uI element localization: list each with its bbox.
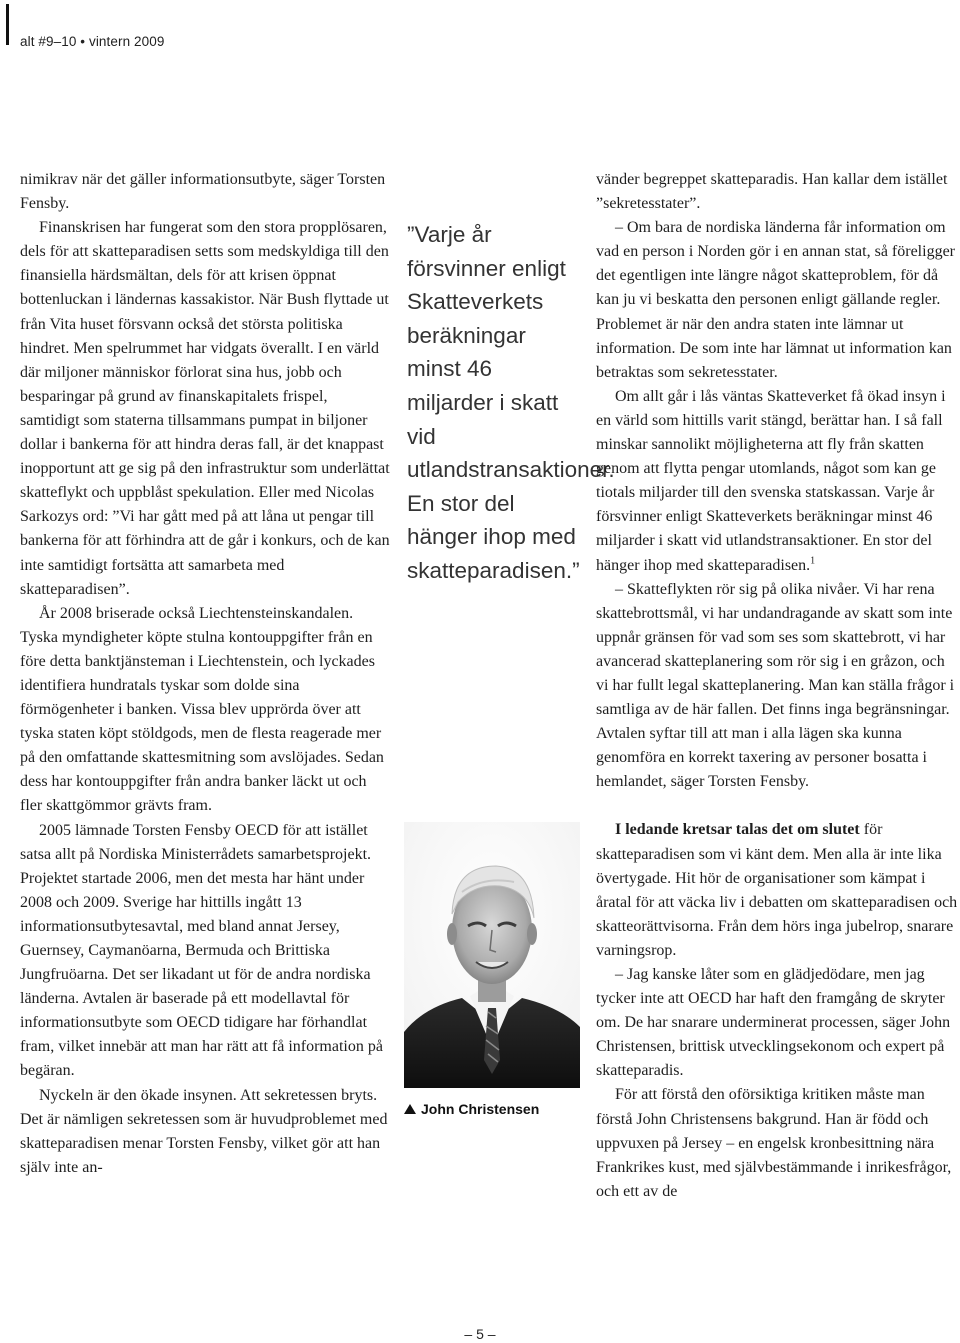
pull-quote: ”Varje år försvinner enligt Skatteverkets beräkningar minst 46 miljarder i skatt vid utlandstransaktioner. En stor del hänger ihop med skatteparadisen.” [407,222,615,583]
paragraph: – Om bara de nordiska länderna får information om vad en person i Norden gör i en annan stat, så föreligger det egentligen inte längre något skatteproblem, för då kan ju vi beskatta den personen enligt gällande regler. Problemet är när den andra staten inte lämnar ut information. De som inte har lämnat ut information kan betraktas som sekretesstater. [596,219,955,381]
page-number: – 5 – [464,1326,496,1342]
paragraph [596,385,960,578]
paragraph: – Skatteflykten rör sig på olika nivåer. Vi har rena skattebrottsmål, vi har undandragande av skatt som inte uppnår gränsen för vad som ses som skattebrott, vi har avancerad skatteplanering som rör sig i en gråzon, och vi har fullt legal skatteplanering. Man kan ställa frågor i samtliga av de här fallen. Det finns inga begränsningar. Avtalen syftar till att man i alla lägen ska kunna genomföra en korrekt taxering av personer bosatta i hemlandet, säger Torsten Fensby. [596,580,955,791]
caption-name: John Christensen [421,1101,540,1117]
article-column-left [20,168,390,1180]
paragraph-text: för skatteparadisen som vi känt dem. Men alla är inte lika övertygade. Hit hör de organisationer som kämpat i åratal för att väcka liv i debatten om skatteparadisen och skatteorättvisorna. Från dem hörs inga jubelrop, snarare varningsrop. [596,821,958,959]
paragraph: vänder begreppet skatteparadis. Han kallar dem istället ”sekretesstater”. [596,171,948,213]
footnote-ref: 1 [810,555,816,567]
paragraph: För att förstå den oförsiktiga kritiken måste man förstå John Christensens bakgrund. Han är född och uppvuxen på Jersey – en engelsk kronbesittning nära Frankrikes kust, med självbestämmande i inrikesfrågor, och ett av de [596,1086,952,1200]
paragraph: Nyckeln är den ökade insynen. Att sekretessen bryts. Det är nämligen sekretessen som är huvudproblemet med skatteparadisen menar Torsten Fensby, vilket gör att han själv inte an- [20,1086,388,1176]
photo-caption [404,1101,539,1117]
portrait-photo [404,822,580,1088]
running-header: alt #9–10 • vintern 2009 [20,34,165,49]
paragraph: År 2008 briserade också Liechtensteinskandalen. Tyska myndigheter köpte stulna kontouppgifter från en före detta banktjänsteman i Liechtenstein, och lyckades identifiera hundratals tyskar som dolde sina förmögenheter i banken. Vissa blev upprörda över att tyska staten köpt stöldgods, men de flesta reagerade mer på den omfattande skattesmitning som avslöjades. Sedan dess har kontouppgifter från andra banker läckt ut och fler skattgömmor grävts fram. [20,604,384,815]
paragraph: Finanskrisen har fungerat som den stora propplösaren, dels för att skatteparadisen setts som medskyldiga till den finansiella härdsmältan, dels för att krisen öppnat bottenluckan i ländernas kassakistor. När Bush flyttade ut från Vita huset försvann också det största politiska hindret. Men spelrummet har vidgats överallt. I en värld där miljoner människor förlorat sina hus, jobb och besparingar på grund av finanskapitalets frispel, samtidigt som staterna tillsammans pumpat in biljoner dollar i bankerna för att hindra deras fall, är det knappast inopportunt att ge sig på den infrastruktur som underlättat skatteflykt och uppblåst spekulation. Eller med Nicolas Sarkozys ord: ”Vi har gått med på att låna ut pengar till bankerna för att förhindra att de går i konkurs, och de kan inte samtidigt fortsätta att samarbeta med skatteparadisen”. [20,219,390,598]
paragraph-text: Om allt går i lås väntas Skatteverket få ökad insyn i en värld som hittills varit stängd, berättar han. I så fall minskar sannolikt möjligheterna att fly från skatten genom att flytta pengar utomlands, något som kan ge tiotals miljarder till den svenska statskassan. Varje år försvinner enligt Skatteverkets beräkningar minst 46 miljarder i skatt vid utlandstransaktioner. En stor del hänger ihop med skatteparadisen. [596,387,946,574]
lead-in: I ledande kretsar talas det om slutet [615,821,860,839]
header-rule [6,4,9,45]
paragraph: 2005 lämnade Torsten Fensby OECD för att istället satsa allt på Nordiska Ministerrådets samarbetsprojekt. Projektet startade 2006, men det mesta har hänt under 2008 och 2009. Sverige har hittills ingått 13 informationsutbytesavtal, med bland annat Jersey, Guernsey, Caymanöarna, Bermuda och Brittiska Jungfruöarna. Det ser likadant ut för de andra nordiska länderna. Avtalen är baserade på ett modellavtal för informationsutbyte som OECD tidigare har förhandlat fram, vilket innebär att man har rätt att få information på begäran. [20,821,383,1080]
paragraph: – Jag kanske låter som en glädjedödare, men jag tycker inte att OECD har haft den framgång de skryter om. De har snarare underminerat processen, säger John Christensen, brittisk utvecklingsekonom och expert på skatteparadis. [596,966,951,1080]
caret-up-icon [404,1104,416,1114]
paragraph [596,818,960,963]
article-column-right [596,168,960,1204]
paragraph: nimikrav när det gäller informationsutbyte, säger Torsten Fensby. [20,171,386,213]
